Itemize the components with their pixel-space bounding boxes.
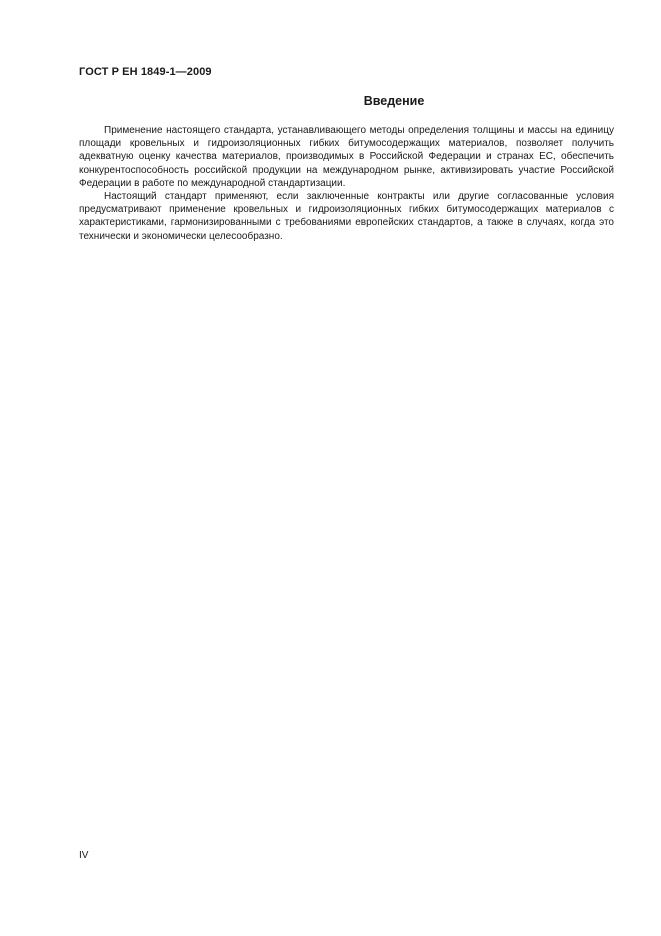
paragraph-2: Настоящий стандарт применяют, если заключенные контракты или другие согласованные условия предусматривают применение кровельных и гидроизоляционных гибких битумосодержащих материалов с характеристиками, гармонизированными с требованиями европейских стандартов, а также в случаях, когда это технически и экономически целесообразно. [79, 191, 614, 242]
section-title: Введение [363, 94, 425, 108]
section-body [79, 124, 614, 243]
document-header-id: ГОСТ Р ЕН 1849-1—2009 [79, 66, 212, 78]
page-number: IV [79, 850, 89, 861]
paragraph-1: Применение настоящего стандарта, устанавливающего методы определения толщины и массы на единицу площади кровельных и гидроизоляционных гибких битумосодержащих материалов, позволяет получить адекватную оценку качества материалов, производимых в Российской Федерации и странах ЕС, обеспечить конкурентоспособность российской продукции на международном рынке, активизировать участие Российской Федерации в работе по международной стандартизации. [79, 125, 614, 189]
